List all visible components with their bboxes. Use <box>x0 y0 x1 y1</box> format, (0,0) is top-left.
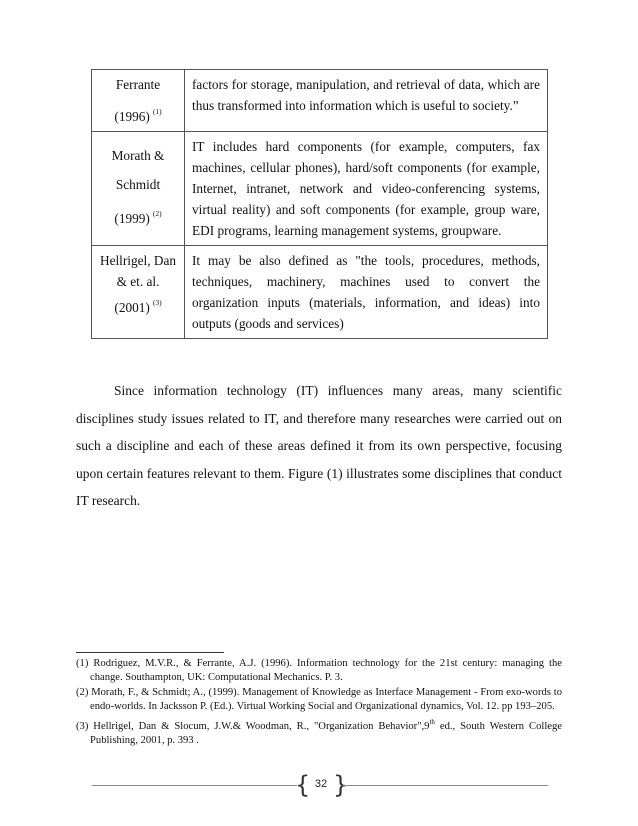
table-row <box>92 246 548 339</box>
footnote-divider <box>76 652 224 653</box>
footnote-2: (2) Morath, F., & Schmidt; A., (1999). Management of Knowledge as Interface Management - From exo-words to endo-worlds. In Jacksson P. (Ed.). Virtual Working Social and Organizational dynamics, Vol. 12. pp 193–205. <box>76 687 562 712</box>
author-name: Morath & <box>111 148 165 163</box>
definition-cell: IT includes hard components (for example, computers, fax machines, cellular phones), hard/soft components (for example, Internet, intranet, network and video-conferencing systems, virtual reality) and soft components (for example, group ware, EDI programs, learning management systems, groupware. <box>185 132 548 246</box>
author-name: Ferrante <box>115 77 161 92</box>
footer-line-right <box>343 785 548 786</box>
right-bracket-icon: } <box>333 771 349 799</box>
footnote-3: (3) Hellrigel, Dan & Slocum, J.W.& Woodman, R., "Organization Behavior",9th ed., South Western College Publishing, 2001, p. 393 . <box>76 718 562 746</box>
footnote-1: (1) Rodriguez, M.V.R., & Ferrante, A.J. (1996). Information technology for the 21st century: managing the change. Southampton, UK: Computational Mechanics. P. 3. <box>76 658 562 683</box>
page-number-footer <box>92 770 548 800</box>
author-year: (1996) $^{(1)}$ <box>114 107 162 124</box>
footnote-ref: (1) <box>152 107 162 116</box>
footer-line-left <box>92 785 297 786</box>
author-name: Hellrigel, Dan <box>99 253 177 268</box>
author-name: Schmidt <box>115 177 161 192</box>
footnotes <box>76 657 562 749</box>
footnote-ref: (3) <box>152 298 162 307</box>
definition-cell: factors for storage, manipulation, and retrieval of data, which are thus transformed into information which is useful to society.” <box>185 70 548 132</box>
table-row <box>92 132 548 246</box>
author-cell <box>92 70 185 132</box>
author-cell <box>92 246 185 339</box>
author-name: & et. al. <box>116 274 160 289</box>
body-paragraph: Since information technology (IT) influences many areas, many scientific disciplines study issues related to IT, and therefore many researches were carried out on such a discipline and each of these areas defined it from its own perspective, focusing upon certain features relevant to them. Figure (1) illustrates some disciplines that conduct IT research. <box>76 383 562 508</box>
definition-cell: It may be also defined as "the tools, procedures, methods, techniques, machinery, machines used to convert the organization inputs (materials, information, and ideas) into outputs (goods and services) <box>185 246 548 339</box>
author-cell <box>92 132 185 246</box>
it-definitions-table <box>91 69 548 339</box>
left-bracket-icon: { <box>295 771 311 799</box>
page-number: 32 <box>314 778 328 790</box>
footnote-ref: (2) <box>152 209 162 218</box>
author-year: (1999) $^{(2)}$ <box>114 209 162 226</box>
table-row <box>92 70 548 132</box>
author-year: (2001) $^{(3)}$ <box>114 298 162 315</box>
